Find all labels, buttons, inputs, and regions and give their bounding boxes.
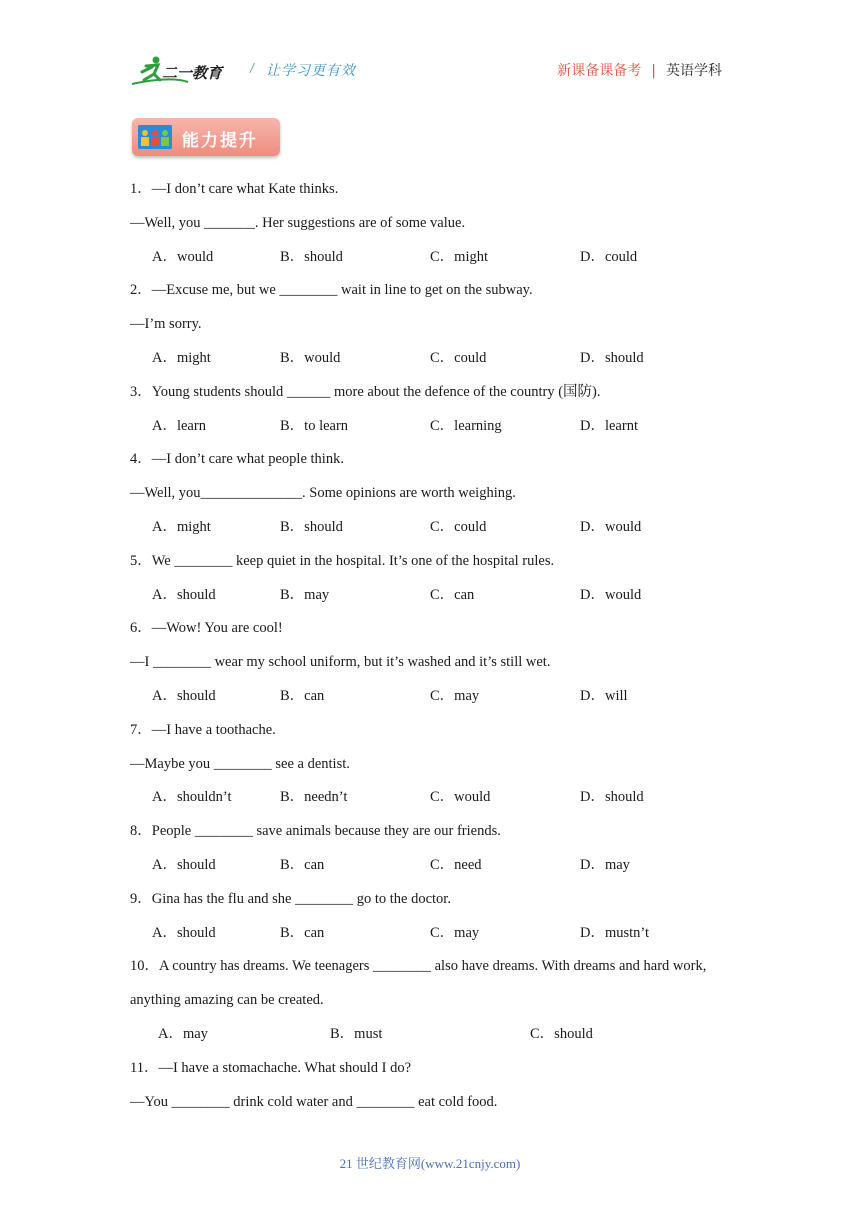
option-c: C．might (430, 248, 489, 265)
option-a: A．should (152, 924, 216, 941)
option-a: A．might (152, 349, 211, 366)
option-row (130, 853, 740, 887)
option-b: B．would (280, 349, 341, 366)
brand-logo (130, 54, 240, 88)
question-stem-line: —I’m sorry. (130, 316, 202, 333)
question-stem-line: 2．—Excuse me, but we ________ wait in line to get on the subway. (130, 282, 533, 299)
option-row (130, 414, 740, 448)
option-a: A．shouldn’t (152, 789, 232, 806)
option-b: B．needn’t (280, 789, 348, 806)
option-row (130, 921, 740, 955)
header-divider: | (651, 63, 656, 79)
option-a: A．would (152, 248, 214, 265)
subject-label: 英语学科 (666, 63, 722, 79)
question-stem-line: 3．Young students should ______ more about the defence of the country (国防). (130, 383, 601, 400)
question-4 (130, 447, 740, 548)
option-row (130, 245, 740, 279)
option-d: D．mustn’t (580, 924, 650, 941)
option-a: A．may (158, 1025, 208, 1042)
brand-text: 二一教育 (162, 64, 223, 82)
question-list (130, 177, 740, 1123)
option-c: C．could (430, 349, 487, 366)
question-10 (130, 954, 740, 1055)
question-9 (130, 887, 740, 955)
option-b: B．can (280, 856, 325, 873)
question-2 (130, 278, 740, 379)
question-stem-line: anything amazing can be created. (130, 992, 324, 1009)
question-8 (130, 819, 740, 887)
option-d: D．may (580, 856, 630, 873)
option-a: A．should (152, 586, 216, 603)
question-stem-line: —I ________ wear my school uniform, but it’s washed and it’s still wet. (130, 654, 551, 671)
option-d: D．could (580, 248, 638, 265)
exam-label: 新课备课备考 (557, 63, 642, 79)
option-c: C．need (430, 856, 482, 873)
question-1 (130, 177, 740, 278)
header-right (557, 60, 722, 80)
option-a: A．should (152, 856, 216, 873)
question-stem-line: 1．—I don’t care what Kate thinks. (130, 181, 339, 197)
question-stem-line: 6．—Wow! You are cool! (130, 620, 283, 637)
option-a: A．might (152, 518, 211, 535)
option-d: D．would (580, 518, 642, 535)
option-b: B．should (280, 248, 343, 265)
question-stem-line: —Maybe you ________ see a dentist. (130, 755, 350, 772)
option-d: D．learnt (580, 417, 638, 434)
section-banner (132, 118, 280, 156)
page-header (130, 54, 730, 90)
option-row (130, 1022, 740, 1056)
question-stem-line: 10．A country has dreams. We teenagers ________ also have dreams. With dreams and hard work, (130, 958, 707, 975)
option-b: B．can (280, 687, 325, 704)
question-stem-line: —Well, you _______. Her suggestions are of some value. (130, 214, 466, 231)
option-c: C．learning (430, 417, 502, 434)
option-c: C．should (530, 1025, 593, 1042)
option-b: B．can (280, 924, 325, 941)
question-3 (130, 380, 740, 448)
option-b: B．must (330, 1025, 383, 1042)
option-row (130, 785, 740, 819)
people-icon (138, 125, 172, 149)
slogan: 让学习更有效 (266, 63, 356, 79)
question-stem-line: 7．—I have a toothache. (130, 721, 276, 738)
option-d: D．would (580, 586, 642, 603)
page-footer: 21 世纪教育网(www.21cnjy.com) (339, 1156, 521, 1171)
question-11 (130, 1056, 740, 1124)
option-a: A．should (152, 687, 216, 704)
question-stem-line: 11．—I have a stomachache. What should I do? (130, 1059, 412, 1076)
option-b: B．should (280, 518, 343, 535)
option-row (130, 346, 740, 380)
question-stem-line: 4．—I don’t care what people think. (130, 451, 344, 468)
question-stem-line: 5．We ________ keep quiet in the hospital. It’s one of the hospital rules. (130, 552, 555, 569)
option-row (130, 515, 740, 549)
section-title: 能力提升 (182, 131, 258, 151)
option-row (130, 583, 740, 617)
option-c: C．can (430, 586, 475, 603)
option-d: D．will (580, 687, 628, 704)
question-7 (130, 718, 740, 819)
option-c: C．may (430, 924, 480, 941)
question-stem-line: —Well, you______________. Some opinions are worth weighing. (130, 485, 516, 502)
option-a: A．learn (152, 417, 206, 434)
option-d: D．should (580, 349, 644, 366)
question-stem-line: —You ________ drink cold water and ________ eat cold food. (130, 1093, 498, 1110)
option-b: B．to learn (280, 417, 349, 434)
question-5 (130, 549, 740, 617)
option-b: B．may (280, 586, 330, 603)
option-c: C．may (430, 687, 480, 704)
option-row (130, 684, 740, 718)
option-c: C．would (430, 789, 491, 806)
option-d: D．should (580, 789, 644, 806)
question-stem-line: 9．Gina has the flu and she ________ go to the doctor. (130, 890, 451, 907)
option-c: C．could (430, 518, 487, 535)
question-6 (130, 616, 740, 717)
slogan-separator: / (250, 60, 254, 76)
question-stem-line: 8．People ________ save animals because they are our friends. (130, 823, 501, 840)
